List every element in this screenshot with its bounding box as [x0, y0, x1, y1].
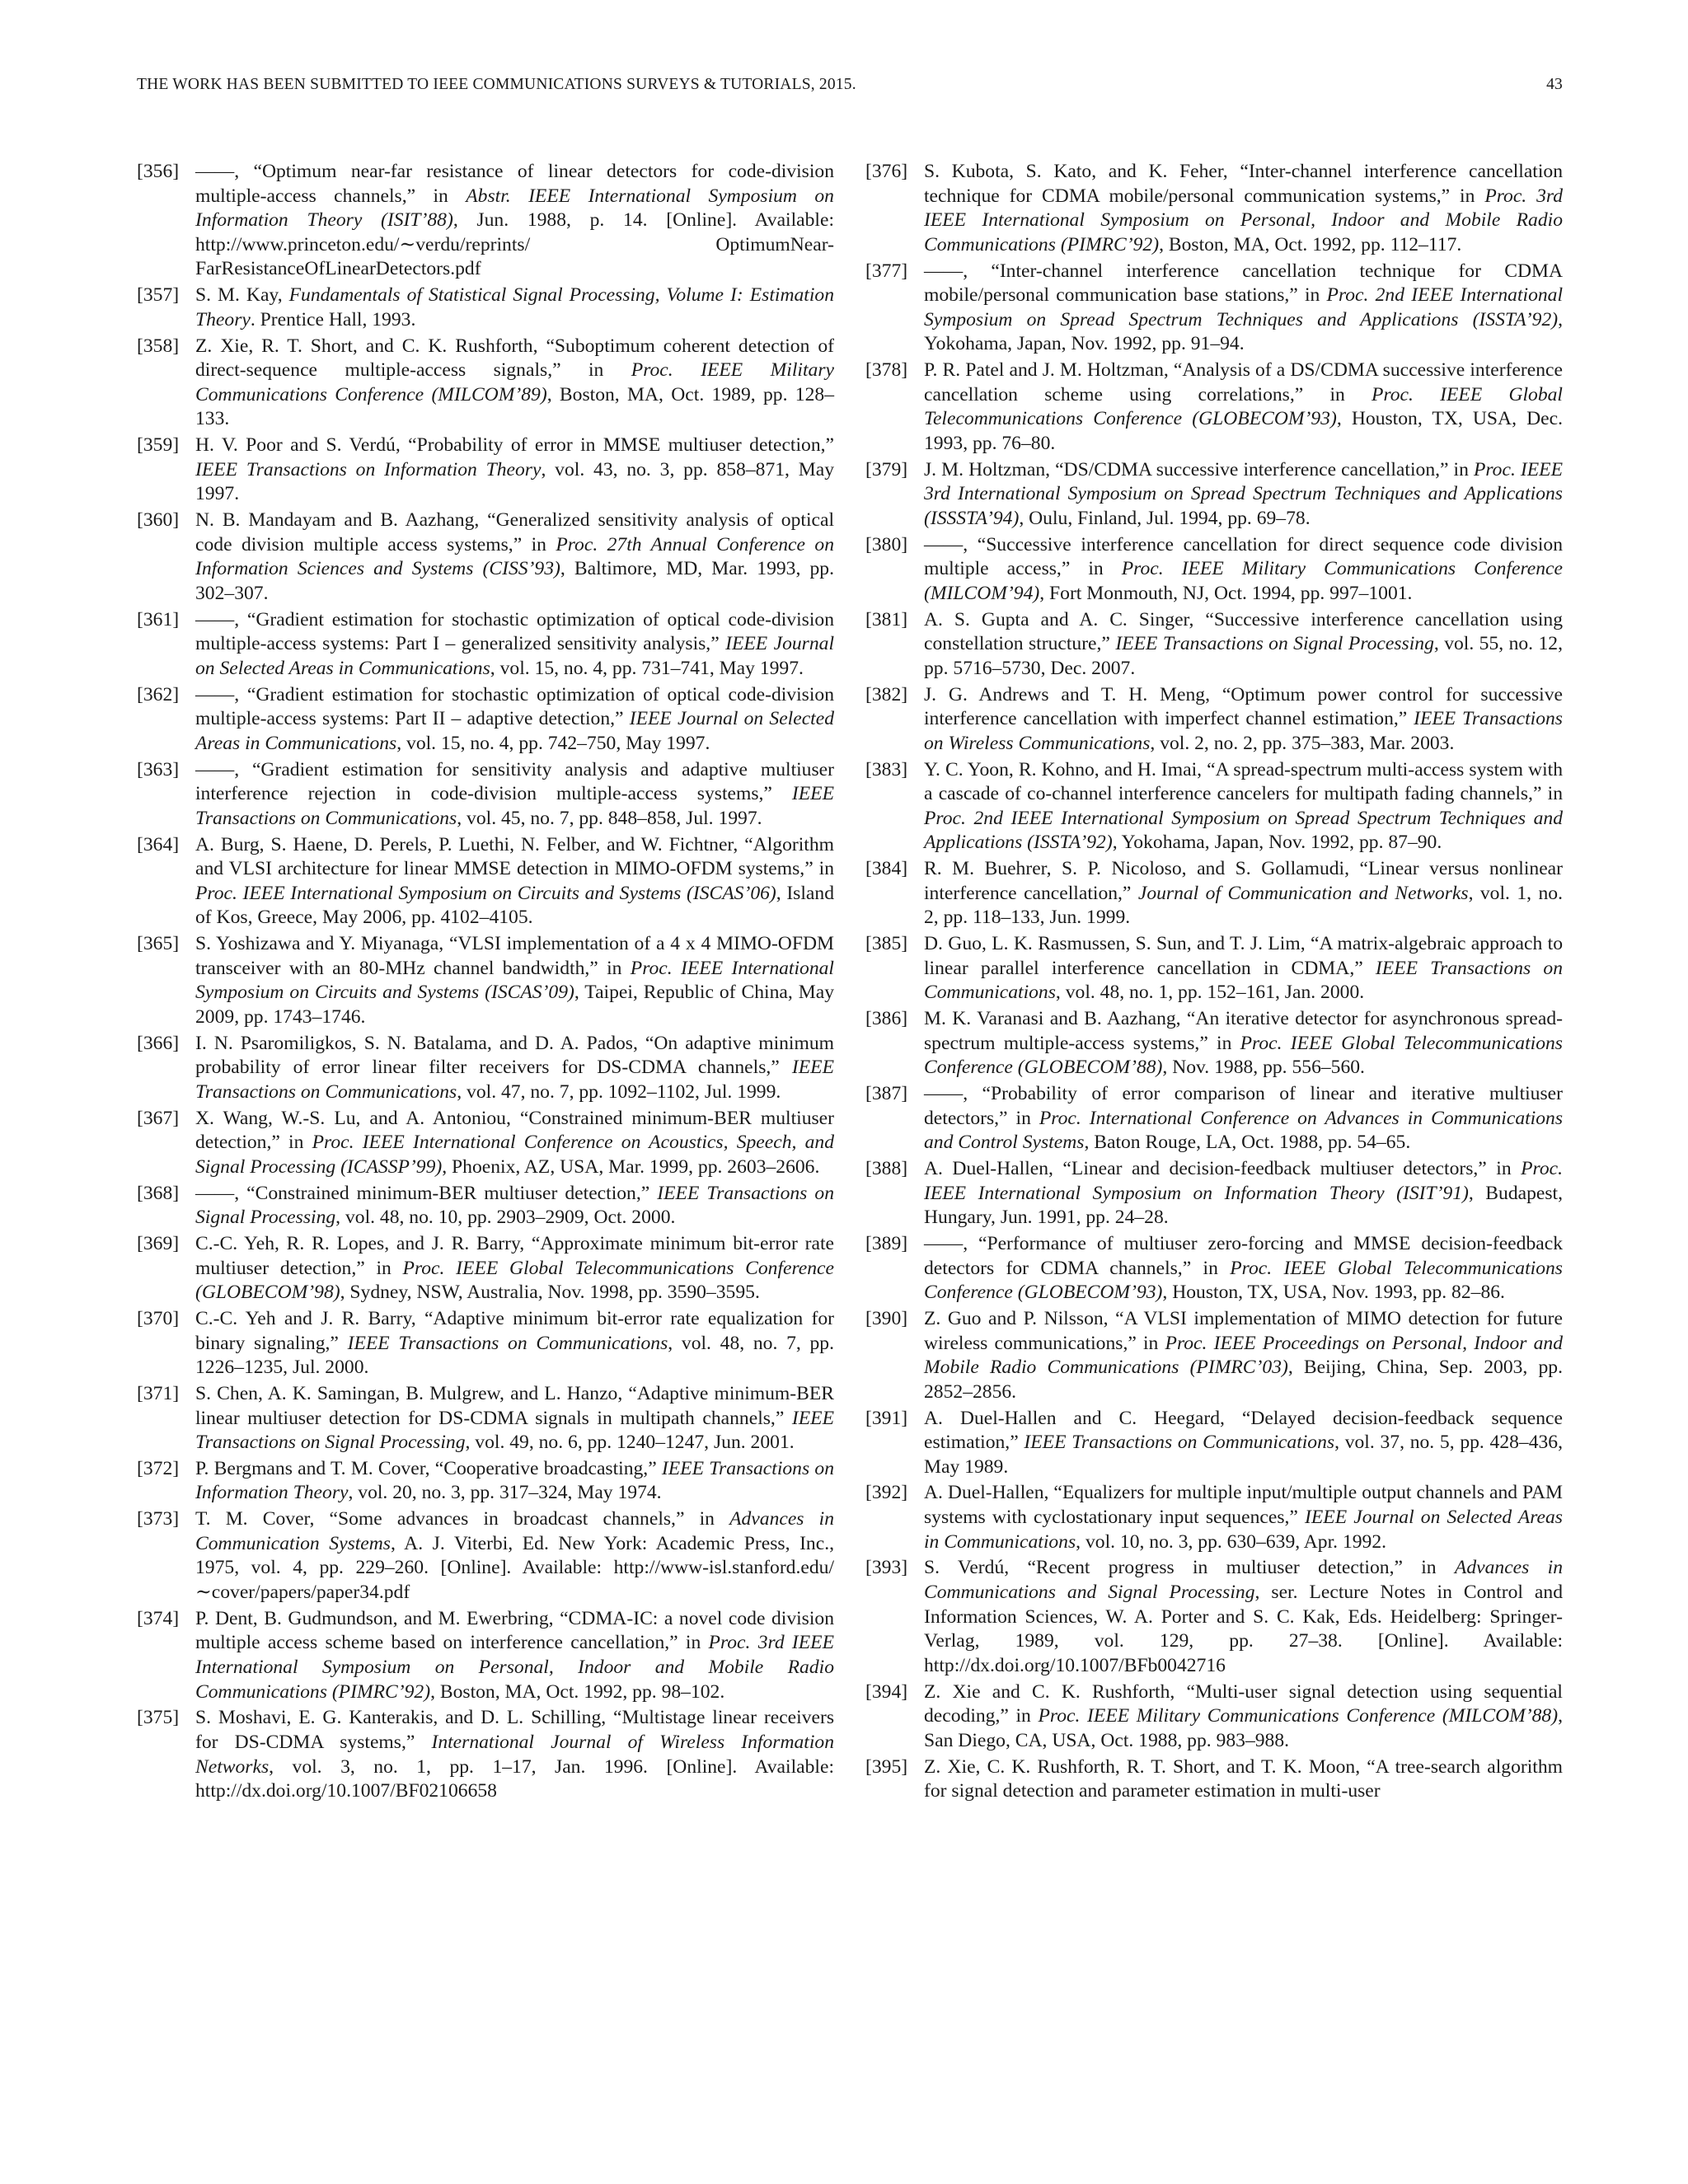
reference-text — [195, 160, 834, 282]
reference-entry — [865, 1082, 1563, 1155]
reference-segment: X. Wang, W.-S. Lu, and A. Antoniou, “Constrained minimum-BER multiuser detection,” in — [195, 1107, 834, 1154]
reference-segment: , vol. 15, no. 4, pp. 742–750, May 1997. — [396, 732, 710, 754]
reference-number: [385] — [865, 933, 908, 955]
reference-venue: Journal of Communication and Networks — [1137, 882, 1469, 904]
reference-entry — [137, 160, 834, 282]
reference-segment: S. M. Kay, — [195, 284, 289, 307]
reference-entry — [865, 160, 1563, 257]
reference-text — [924, 458, 1563, 532]
reference-entry — [865, 260, 1563, 357]
reference-entry — [865, 1481, 1563, 1554]
reference-entry — [865, 758, 1563, 855]
reference-segment: , A. J. Viterbi, Ed. New York: Academic Press, Inc., 1975, vol. 4, pp. 229–260. [Online]. Available: http://www-isl.stanford.edu/∼cover/papers/paper34.pdf — [195, 1532, 834, 1604]
reference-number: [383] — [865, 758, 908, 780]
reference-entry — [137, 335, 834, 432]
reference-segment: . Prentice Hall, 1993. — [250, 308, 416, 330]
reference-entry — [865, 932, 1563, 1005]
reference-column-right — [865, 160, 1563, 1806]
reference-venue: IEEE Transactions on Signal Processing — [195, 1182, 834, 1229]
reference-segment: D. Guo, L. K. Rasmussen, S. Sun, and T. J. Lim, “A matrix-algebraic approach to linear parallel interference cancellation in CDMA,” — [924, 933, 1563, 979]
reference-text — [195, 1382, 834, 1455]
reference-entry — [137, 284, 834, 332]
reference-segment: , Houston, TX, USA, Dec. 1993, pp. 76–80. — [924, 408, 1563, 454]
reference-segment: , vol. 20, no. 3, pp. 317–324, May 1974. — [348, 1482, 662, 1504]
reference-segment: , vol. 45, no. 7, pp. 848–858, Jul. 1997. — [457, 807, 762, 829]
reference-venue: Proc. IEEE Global Telecommunications Conference (GLOBECOM’98) — [195, 1257, 835, 1304]
reference-segment: M. K. Varanasi and B. Aazhang, “An iterative detector for asynchronous spread-spectrum multiple-access systems,” in — [924, 1008, 1563, 1054]
reference-segment: C.-C. Yeh, R. R. Lopes, and J. R. Barry, “Approximate minimum bit-error rate multiuser detection,” in — [195, 1232, 834, 1279]
reference-text — [195, 509, 834, 606]
reference-text — [195, 932, 834, 1029]
reference-number: [366] — [137, 1032, 180, 1054]
reference-venue: Proc. IEEE Global Telecommunications Conference (GLOBECOM’93) — [924, 383, 1563, 430]
reference-segment: A. S. Gupta and A. C. Singer, “Successive interference cancellation using constellation structure,” — [924, 608, 1563, 655]
reference-segment: , vol. 47, no. 7, pp. 1092–1102, Jul. 1999. — [457, 1080, 781, 1103]
reference-number: [364] — [137, 833, 180, 855]
reference-venue: Proc. IEEE 3rd International Symposium on Spread Spectrum Techniques and Applications (ISSSTA’94) — [924, 458, 1563, 529]
reference-venue: IEEE Transactions on Communications — [195, 1057, 834, 1103]
reference-segment: J. M. Holtzman, “DS/CDMA successive interference cancellation,” in — [924, 458, 1474, 480]
reference-venue: IEEE Transactions on Signal Processing — [1115, 633, 1434, 655]
reference-text — [195, 1706, 834, 1803]
reference-text — [195, 1232, 834, 1305]
reference-segment: ——, “Gradient estimation for stochastic optimization of optical code-division multiple-access systems: Part II – adaptive detection,” — [195, 683, 834, 730]
reference-text — [924, 1082, 1563, 1155]
reference-entry — [137, 1507, 834, 1605]
reference-segment: R. M. Buehrer, S. P. Nicoloso, and S. Gollamudi, “Linear versus nonlinear interference cancellation,” — [924, 858, 1563, 904]
reference-text — [195, 1457, 834, 1506]
reference-segment: Z. Xie and C. K. Rushforth, “Multi-user signal detection using sequential decoding,” in — [924, 1680, 1563, 1727]
reference-segment: , Beijing, China, Sep. 2003, pp. 2852–2856. — [924, 1357, 1563, 1403]
reference-venue: IEEE Journal on Selected Areas in Communications — [195, 633, 834, 679]
reference-venue: Proc. IEEE Global Telecommunications Conference (GLOBECOM’88) — [924, 1032, 1563, 1079]
reference-entry — [865, 359, 1563, 456]
reference-text — [195, 1507, 834, 1605]
reference-entry — [865, 1680, 1563, 1754]
reference-number: [377] — [865, 260, 908, 282]
reference-entry — [137, 1232, 834, 1305]
reference-number: [393] — [865, 1557, 908, 1579]
reference-segment: A. Duel-Hallen, “Equalizers for multiple input/multiple output channels and PAM systems with cyclostationary input sequences,” — [924, 1482, 1563, 1529]
reference-text — [195, 833, 834, 930]
reference-venue: Proc. IEEE Military Communications Conference (MILCOM’94) — [924, 558, 1563, 604]
reference-entry — [137, 683, 834, 757]
reference-venue: IEEE Transactions on Wireless Communications — [924, 708, 1563, 754]
reference-text — [195, 1107, 834, 1180]
reference-number: [365] — [137, 933, 180, 955]
reference-text — [924, 1556, 1563, 1678]
reference-number: [379] — [865, 458, 908, 480]
reference-segment: , vol. 10, no. 3, pp. 630–639, Apr. 1992. — [1076, 1530, 1387, 1553]
reference-entry — [865, 1556, 1563, 1678]
reference-entry — [137, 1182, 834, 1230]
reference-number: [358] — [137, 335, 180, 357]
reference-number: [395] — [865, 1755, 908, 1778]
reference-number: [389] — [865, 1232, 908, 1254]
reference-text — [195, 608, 834, 682]
reference-segment: , vol. 37, no. 5, pp. 428–436, May 1989. — [924, 1432, 1564, 1478]
reference-entry — [865, 1232, 1563, 1305]
reference-number: [387] — [865, 1083, 908, 1105]
reference-entry — [137, 1706, 834, 1803]
reference-text — [924, 533, 1563, 607]
reference-segment: ——, “Inter-channel interference cancellation technique for CDMA mobile/personal communication base stations,” in — [924, 260, 1563, 307]
reference-segment: P. Dent, B. Gudmundson, and M. Ewerbring, “CDMA-IC: a novel code division multiple access scheme based on interference cancellation,” in — [195, 1607, 834, 1654]
reference-number: [378] — [865, 359, 908, 382]
reference-column-left — [137, 160, 834, 1806]
reference-entry — [865, 857, 1563, 930]
reference-segment: ——, “Successive interference cancellation for direct sequence code division multiple access,” in — [924, 533, 1563, 580]
reference-number: [361] — [137, 608, 180, 630]
reference-entry — [137, 1107, 834, 1180]
reference-venue: International Journal of Wireless Information Networks — [195, 1731, 834, 1778]
reference-venue: IEEE Transactions on Communications — [1024, 1432, 1335, 1454]
reference-number: [390] — [865, 1307, 908, 1329]
reference-number: [388] — [865, 1158, 908, 1179]
reference-segment: Y. C. Yoon, R. Kohno, and H. Imai, “A spread-spectrum multi-access system with a cascade of co-channel interference cancelers for multipath fading channels,” in — [924, 758, 1563, 805]
reference-venue: IEEE Transactions on Communications — [924, 957, 1563, 1004]
reference-segment: A. Burg, S. Haene, D. Perels, P. Luethi, N. Felber, and W. Fichtner, “Algorithm and VLSI architecture for linear MMSE detection in MIMO-OFDM systems,” in — [195, 833, 834, 880]
reference-number: [380] — [865, 533, 908, 555]
reference-entry — [865, 1007, 1563, 1080]
reference-segment: , vol. 43, no. 3, pp. 858–871, May 1997. — [195, 458, 834, 505]
reference-entry — [137, 758, 834, 832]
reference-segment: , Budapest, Hungary, Jun. 1991, pp. 24–28. — [924, 1182, 1563, 1229]
reference-text — [924, 683, 1563, 757]
reference-segment: J. G. Andrews and T. H. Meng, “Optimum power control for successive interference cancellation with imperfect channel estimation,” — [924, 683, 1563, 730]
reference-text — [924, 260, 1563, 357]
reference-text — [924, 1481, 1563, 1554]
reference-venue: IEEE Transactions on Information Theory — [195, 1457, 834, 1504]
reference-segment: P. Bergmans and T. M. Cover, “Cooperative broadcasting,” — [195, 1457, 662, 1479]
reference-segment: S. Verdú, “Recent progress in multiuser detection,” in — [924, 1557, 1455, 1579]
reference-number: [370] — [137, 1307, 180, 1329]
reference-entry — [865, 458, 1563, 532]
reference-venue: Abstr. IEEE International Symposium on Information Theory (ISIT’88) — [195, 185, 834, 232]
reference-segment: A. Duel-Hallen and C. Heegard, “Delayed decision-feedback sequence estimation,” — [924, 1407, 1563, 1454]
reference-segment: , Baton Rouge, LA, Oct. 1988, pp. 54–65. — [1084, 1132, 1411, 1154]
reference-segment: , Taipei, Republic of China, May 2009, pp. 1743–1746. — [195, 982, 834, 1028]
reference-entry — [865, 1755, 1563, 1804]
reference-segment: , Houston, TX, USA, Nov. 1993, pp. 82–86. — [1162, 1282, 1505, 1304]
reference-text — [195, 1307, 834, 1380]
reference-text — [195, 758, 834, 832]
reference-segment: S. Yoshizawa and Y. Miyanaga, “VLSI implementation of a 4 x 4 MIMO-OFDM transceiver with an 80-MHz channel bandwidth,” in — [195, 933, 834, 979]
reference-text — [924, 160, 1563, 257]
reference-segment: ——, “Constrained minimum-BER multiuser detection,” — [195, 1182, 658, 1204]
reference-venue: IEEE Transactions on Information Theory — [195, 458, 542, 480]
reference-number: [381] — [865, 608, 908, 630]
reference-venue: Proc. IEEE International Symposium on Circuits and Systems (ISCAS’09) — [195, 957, 834, 1004]
reference-venue: Proc. IEEE International Symposium on Circuits and Systems (ISCAS’06) — [195, 882, 776, 904]
reference-segment: , Oulu, Finland, Jul. 1994, pp. 69–78. — [1019, 507, 1311, 529]
reference-venue: Advances in Communication Systems — [195, 1508, 834, 1554]
reference-entry — [137, 608, 834, 682]
reference-entry — [865, 1407, 1563, 1480]
reference-venue: Proc. 27th Annual Conference on Information Sciences and Systems (CISS’93) — [195, 533, 834, 580]
reference-segment: C.-C. Yeh and J. R. Barry, “Adaptive minimum bit-error rate equalization for binary signaling,” — [195, 1307, 834, 1354]
reference-number: [371] — [137, 1382, 180, 1404]
reference-venue: Proc. IEEE Global Telecommunications Conference (GLOBECOM’93) — [924, 1257, 1563, 1304]
reference-segment: Z. Xie, R. T. Short, and C. K. Rushforth, “Suboptimum coherent detection of direct-sequence multiple-access signals,” in — [195, 335, 834, 382]
reference-segment: Z. Guo and P. Nilsson, “A VLSI implementation of MIMO detection for future wireless communications,” in — [924, 1307, 1563, 1354]
reference-text — [195, 1032, 834, 1105]
reference-text — [924, 608, 1563, 682]
reference-number: [382] — [865, 683, 908, 705]
reference-number: [374] — [137, 1607, 180, 1629]
reference-number: [362] — [137, 683, 180, 705]
reference-text — [195, 335, 834, 432]
reference-segment: , Fort Monmouth, NJ, Oct. 1994, pp. 997–1001. — [1039, 582, 1413, 604]
reference-number: [392] — [865, 1482, 908, 1504]
reference-entry — [137, 932, 834, 1029]
reference-segment: , Island of Kos, Greece, May 2006, pp. 4102–4105. — [195, 882, 834, 929]
reference-venue: IEEE Journal on Selected Areas in Communications — [195, 708, 834, 754]
reference-venue: Proc. 2nd IEEE International Symposium on Spread Spectrum Techniques and Applications (ISSTA’92) — [924, 284, 1564, 330]
reference-segment: , Phoenix, AZ, USA, Mar. 1999, pp. 2603–2606. — [442, 1155, 820, 1178]
reference-number: [372] — [137, 1457, 180, 1479]
reference-text — [924, 932, 1563, 1005]
reference-entry — [137, 833, 834, 930]
reference-segment: , vol. 1, no. 2, pp. 118–133, Jun. 1999. — [924, 882, 1563, 929]
reference-venue: Advances in Communications and Signal Processing — [924, 1557, 1563, 1604]
reference-entry — [137, 1607, 834, 1704]
reference-entry — [865, 683, 1563, 757]
running-header — [137, 76, 1563, 109]
reference-text — [195, 1607, 834, 1704]
reference-number: [367] — [137, 1107, 180, 1129]
reference-segment: ——, “Gradient estimation for stochastic optimization of optical code-division multiple-access systems: Part I – generalized sensitivity analysis,” — [195, 608, 834, 655]
reference-entry — [865, 1157, 1563, 1230]
reference-segment: , vol. 48, no. 1, pp. 152–161, Jan. 2000. — [1055, 982, 1365, 1004]
reference-venue: Proc. IEEE Proceedings on Personal, Indoor and Mobile Radio Communications (PIMRC’03) — [924, 1332, 1563, 1379]
reference-segment: , Sydney, NSW, Australia, Nov. 1998, pp. 3590–3595. — [340, 1282, 760, 1304]
reference-number: [359] — [137, 434, 180, 457]
reference-venue: Proc. International Conference on Advances in Communications and Control Systems — [924, 1107, 1563, 1154]
reference-segment: , Boston, MA, Oct. 1992, pp. 98–102. — [430, 1680, 725, 1703]
reference-text — [924, 857, 1563, 930]
reference-number: [360] — [137, 509, 180, 532]
reference-venue: IEEE Transactions on Communications — [347, 1332, 668, 1354]
reference-venue: Proc. IEEE International Symposium on Information Theory (ISIT’91) — [924, 1158, 1563, 1204]
reference-number: [394] — [865, 1680, 908, 1703]
reference-segment: ——, “Gradient estimation for sensitivity analysis and adaptive multiuser interference rejection in code-division multiple-access systems,” — [195, 758, 834, 805]
reference-text — [924, 1680, 1563, 1754]
reference-venue: Proc. 3rd IEEE International Symposium on Personal, Indoor and Mobile Radio Communications (PIMRC’92) — [924, 185, 1564, 255]
reference-number: [376] — [865, 161, 908, 182]
reference-segment: , Jun. 1988, p. 14. [Online]. Available: http://www.princeton.edu/∼verdu/reprints/ OptimumNear-FarResistanceOfLinearDetectors.pdf — [195, 209, 835, 280]
reference-venue: IEEE Transactions on Signal Processing — [195, 1407, 834, 1454]
page-number: 43 — [1546, 76, 1563, 93]
reference-number: [356] — [137, 161, 180, 182]
reference-segment: S. Moshavi, E. G. Kanterakis, and D. L. Schilling, “Multistage linear receivers for DS-CDMA systems,” — [195, 1707, 834, 1753]
reference-segment: S. Kubota, S. Kato, and K. Feher, “Inter-channel interference cancellation technique for CDMA mobile/personal communication systems,” in — [924, 161, 1563, 207]
reference-segment: , vol. 2, no. 2, pp. 375–383, Mar. 2003. — [1150, 732, 1455, 754]
reference-segment: , vol. 3, no. 1, pp. 1–17, Jan. 1996. [Online]. Available: http://dx.doi.org/10.1007/BF02106658 — [195, 1755, 834, 1802]
reference-segment: T. M. Cover, “Some advances in broadcast channels,” in — [195, 1508, 730, 1530]
reference-entry — [137, 1307, 834, 1380]
reference-text — [924, 1232, 1563, 1305]
reference-text — [924, 1755, 1563, 1804]
reference-venue: Proc. IEEE Military Communications Conference (MILCOM’88) — [1038, 1705, 1559, 1727]
reference-segment: N. B. Mandayam and B. Aazhang, “Generalized sensitivity analysis of optical code division multiple access systems,” in — [195, 509, 834, 555]
reference-text — [195, 683, 834, 757]
reference-segment: , Boston, MA, Oct. 1989, pp. 128–133. — [195, 383, 834, 430]
reference-segment: , San Diego, CA, USA, Oct. 1988, pp. 983–988. — [924, 1705, 1563, 1751]
reference-segment: , vol. 48, no. 10, pp. 2903–2909, Oct. 2000. — [335, 1207, 676, 1229]
reference-text — [924, 1007, 1563, 1080]
reference-text — [195, 1182, 834, 1230]
reference-entry — [137, 434, 834, 507]
reference-segment: I. N. Psaromiligkos, S. N. Batalama, and D. A. Pados, “On adaptive minimum probability of error linear filter receivers for DS-CDMA channels,” — [195, 1032, 834, 1079]
reference-text — [924, 359, 1563, 456]
reference-venue: IEEE Transactions on Communications — [195, 783, 834, 829]
reference-entry — [137, 1032, 834, 1105]
reference-venue: IEEE Journal on Selected Areas in Communications — [924, 1507, 1563, 1553]
reference-number: [375] — [137, 1707, 180, 1729]
reference-number: [384] — [865, 858, 908, 880]
reference-segment: , vol. 48, no. 7, pp. 1226–1235, Jul. 2000. — [195, 1332, 834, 1379]
reference-segment: ——, “Performance of multiuser zero-forcing and MMSE decision-feedback detectors for CDMA channels,” in — [924, 1232, 1563, 1279]
reference-text — [195, 434, 834, 507]
reference-text — [924, 1407, 1563, 1480]
reference-venue: Proc. 3rd IEEE International Symposium on Personal, Indoor and Mobile Radio Communications (PIMRC’92) — [195, 1632, 834, 1703]
reference-segment: , ser. Lecture Notes in Control and Information Sciences, W. A. Porter and S. C. Kak, Eds. Heidelberg: Springer-Verlag, 1989, vol. 129, pp. 27–38. [Online]. Available: http://dx.doi.org/10.1007/BFb0042716 — [924, 1582, 1563, 1676]
reference-number: [391] — [865, 1407, 908, 1429]
reference-segment: , Baltimore, MD, Mar. 1993, pp. 302–307. — [195, 558, 834, 604]
reference-text — [924, 1157, 1563, 1230]
reference-segment: , Yokohama, Japan, Nov. 1992, pp. 91–94. — [924, 308, 1563, 355]
journal-title: THE WORK HAS BEEN SUBMITTED TO IEEE COMMUNICATIONS SURVEYS & TUTORIALS, 2015. — [137, 76, 856, 93]
reference-segment: , Nov. 1988, pp. 556–560. — [1162, 1057, 1365, 1079]
reference-segment: , vol. 15, no. 4, pp. 731–741, May 1997. — [490, 657, 804, 679]
reference-entry — [865, 1307, 1563, 1404]
reference-segment: A. Duel-Hallen, “Linear and decision-feedback multiuser detectors,” in — [924, 1158, 1522, 1179]
reference-text — [195, 284, 834, 332]
reference-segment: ——, “Probability of error comparison of linear and iterative multiuser detectors,” in — [924, 1083, 1563, 1129]
reference-venue: Fundamentals of Statistical Signal Processing, Volume I: Estimation Theory — [195, 284, 834, 330]
reference-number: [357] — [137, 284, 180, 307]
reference-number: [373] — [137, 1508, 180, 1530]
reference-entry — [865, 608, 1563, 682]
reference-segment: , vol. 49, no. 6, pp. 1240–1247, Jun. 2001. — [465, 1432, 795, 1454]
reference-number: [369] — [137, 1232, 180, 1254]
reference-segment: H. V. Poor and S. Verdú, “Probability of error in MMSE multiuser detection,” — [195, 434, 834, 457]
reference-venue: Proc. 2nd IEEE International Symposium on Spread Spectrum Techniques and Applications (ISSTA’92) — [924, 807, 1563, 854]
reference-segment: S. Chen, A. K. Samingan, B. Mulgrew, and L. Hanzo, “Adaptive minimum-BER linear multiuser detection for DS-CDMA signals in multipath channels,” — [195, 1382, 834, 1429]
reference-number: [386] — [865, 1008, 908, 1030]
reference-venue: Proc. IEEE Military Communications Conference (MILCOM’89) — [195, 359, 834, 405]
reference-text — [924, 758, 1563, 855]
reference-entry — [137, 509, 834, 606]
reference-number: [363] — [137, 758, 180, 780]
reference-number: [368] — [137, 1182, 180, 1204]
reference-segment: , Yokohama, Japan, Nov. 1992, pp. 87–90. — [1112, 832, 1442, 854]
reference-entry — [865, 533, 1563, 607]
reference-entry — [137, 1457, 834, 1506]
reference-venue: Proc. IEEE International Conference on Acoustics, Speech, and Signal Processing (ICASSP’99) — [195, 1132, 834, 1178]
reference-text — [924, 1307, 1563, 1404]
reference-segment: , Boston, MA, Oct. 1992, pp. 112–117. — [1159, 233, 1462, 255]
reference-segment: , vol. 55, no. 12, pp. 5716–5730, Dec. 2007. — [924, 633, 1563, 679]
reference-segment: Z. Xie, C. K. Rushforth, R. T. Short, and T. K. Moon, “A tree-search algorithm for signal detection and parameter estimation in multi-user — [924, 1755, 1563, 1802]
reference-entry — [137, 1382, 834, 1455]
reference-segment: P. R. Patel and J. M. Holtzman, “Analysis of a DS/CDMA successive interference cancellation scheme using correlations,” in — [924, 359, 1563, 405]
reference-segment: ——, “Optimum near-far resistance of linear detectors for code-division multiple-access channels,” in — [195, 161, 834, 207]
